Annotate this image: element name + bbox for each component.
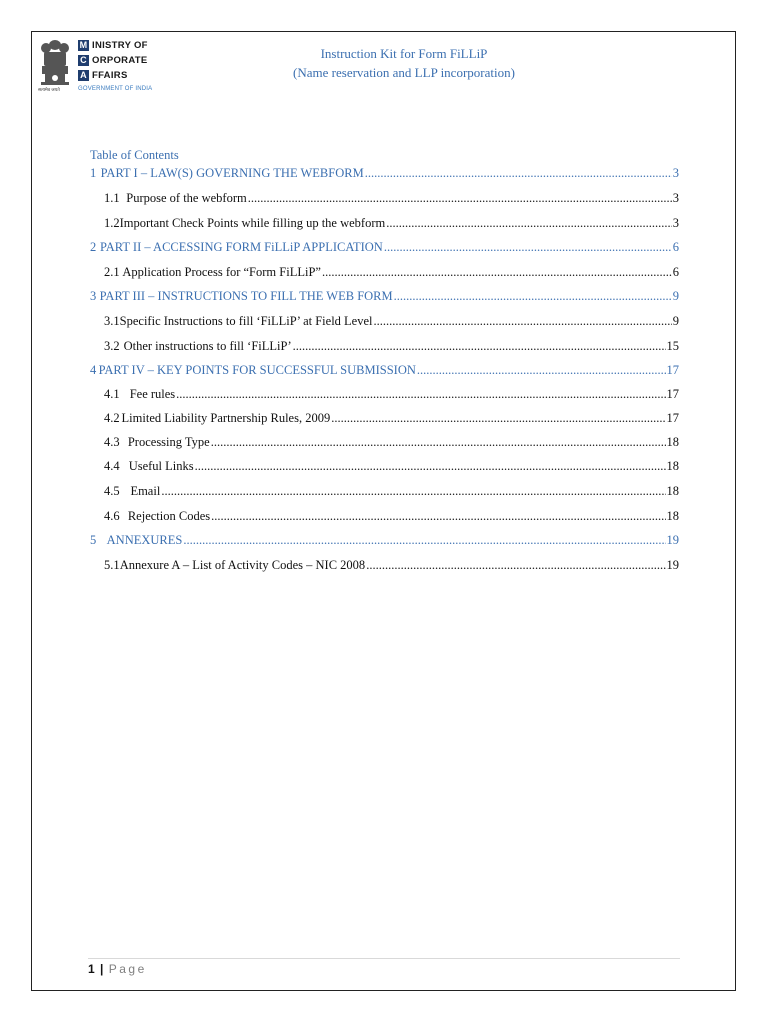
toc-dot-leader	[365, 165, 672, 181]
emblem-caption: सत्यमेव जयते	[38, 87, 60, 92]
toc-heading: Table of Contents	[90, 148, 179, 162]
toc-entry-page: 6	[672, 265, 679, 279]
toc-dot-leader	[195, 458, 666, 474]
page-label: Page	[108, 962, 147, 976]
footer-divider	[88, 958, 680, 959]
toc-entry-title: Useful Links	[128, 459, 194, 473]
toc-entry-page: 19	[666, 533, 679, 547]
toc-entry[interactable]	[104, 386, 679, 402]
toc-dot-leader	[183, 532, 665, 548]
footer-separator: |	[100, 962, 104, 976]
toc-entry-number: 3.2	[104, 339, 120, 353]
toc-entry-number: 2	[90, 240, 97, 254]
toc-entry[interactable]	[104, 458, 679, 474]
toc-dot-leader	[366, 557, 665, 573]
toc-dot-leader	[417, 362, 666, 378]
page-footer	[88, 962, 147, 976]
toc-entry-page: 18	[666, 484, 679, 498]
toc-entry-number: 4.4	[104, 459, 120, 473]
logo-line-affairs	[78, 68, 148, 83]
toc-entry-number: 1.2	[104, 216, 120, 230]
toc-dot-leader	[384, 239, 672, 255]
toc-entry[interactable]	[90, 362, 679, 378]
government-of-india-label: GOVERNMENT OF INDIA	[78, 86, 153, 92]
toc-entry-title: Important Check Points while filling up the webform	[119, 216, 386, 230]
toc-entry-title: Limited Liability Partnership Rules, 2009	[121, 411, 331, 425]
toc-entry-page: 18	[666, 459, 679, 473]
toc-entry[interactable]	[104, 190, 679, 206]
toc-dot-leader	[374, 313, 672, 329]
toc-entry-number: 3	[90, 289, 97, 303]
toc-entry-title: PART I – LAW(S) GOVERNING THE WEBFORM	[100, 166, 364, 180]
toc-entry-page: 18	[666, 509, 679, 523]
toc-entry-title: Application Process for “Form FiLLiP”	[122, 265, 321, 279]
toc-entry-title: PART II – ACCESSING FORM FiLLiP APPLICATION	[99, 240, 383, 254]
toc-dot-leader	[386, 215, 672, 231]
toc-entry-title: Fee rules	[129, 387, 176, 401]
toc-entry[interactable]	[104, 434, 679, 450]
toc-dot-leader	[293, 338, 666, 354]
toc-entry-page: 17	[666, 387, 679, 401]
logo-line-ministry	[78, 38, 148, 53]
toc-entry-page: 15	[666, 339, 679, 353]
toc-entry[interactable]	[90, 532, 679, 548]
toc-entry-page: 19	[666, 558, 679, 572]
toc-entry-page: 3	[672, 216, 679, 230]
toc-entry-title: Processing Type	[127, 435, 210, 449]
toc-dot-leader	[211, 508, 665, 524]
toc-entry[interactable]	[104, 410, 679, 426]
toc-entry-number: 2.1	[104, 265, 120, 279]
logo-line-text: ORPORATE	[92, 55, 148, 66]
toc-dot-leader	[248, 190, 672, 206]
toc-entry-page: 18	[666, 435, 679, 449]
toc-entry-title: PART III – INSTRUCTIONS TO FILL THE WEB FORM	[99, 289, 393, 303]
toc-entry-number: 4.3	[104, 435, 120, 449]
toc-dot-leader	[176, 386, 665, 402]
toc-entry[interactable]	[90, 165, 679, 181]
national-emblem-icon	[38, 36, 72, 92]
toc-entry-page: 17	[666, 411, 679, 425]
logo-line-corporate	[78, 53, 148, 68]
toc-entry-page: 3	[672, 191, 679, 205]
logo-letter-box: C	[78, 55, 89, 66]
logo-line-text: FFAIRS	[92, 70, 128, 81]
toc-dot-leader	[322, 264, 672, 280]
toc-entry-title: Email	[130, 484, 161, 498]
logo-text	[78, 38, 148, 83]
logo-letter-box: M	[79, 40, 88, 50]
toc-entry[interactable]	[104, 264, 679, 280]
toc-entry-number: 5	[90, 533, 97, 547]
toc-entry-page: 3	[672, 166, 679, 180]
toc-entry-number: 1.1	[104, 191, 120, 205]
toc-entry[interactable]	[104, 557, 679, 573]
toc-entry-title: Other instructions to fill ‘FiLLiP’	[123, 339, 292, 353]
toc-entry[interactable]	[104, 215, 679, 231]
toc-entry-number: 4.2	[104, 411, 120, 425]
header-title-line-1: Instruction Kit for Form FiLLiP	[320, 46, 488, 61]
toc-dot-leader	[161, 483, 665, 499]
toc-entry-number: 3.1	[104, 314, 120, 328]
toc-entry[interactable]	[104, 313, 679, 329]
logo-line-text: INISTRY OF	[92, 40, 148, 51]
mca-logo	[38, 36, 178, 96]
toc-entry-title: Purpose of the webform	[126, 191, 247, 205]
toc-entry[interactable]	[104, 338, 679, 354]
toc-entry-title: ANNEXURES	[106, 533, 183, 547]
toc-dot-leader	[394, 288, 672, 304]
toc-entry-page: 6	[672, 240, 679, 254]
toc-entry-number: 4	[90, 363, 97, 377]
logo-letter-box: A	[78, 70, 89, 81]
toc-entry-number: 5.1	[104, 558, 120, 572]
toc-entry-number: 4.6	[104, 509, 120, 523]
toc-entry-page: 9	[672, 289, 679, 303]
toc-entry[interactable]	[90, 239, 679, 255]
toc-dot-leader	[331, 410, 665, 426]
page-number: 1	[88, 962, 95, 976]
toc-entry-page: 17	[666, 363, 679, 377]
toc-entry[interactable]	[104, 483, 679, 499]
toc-entry-number: 4.5	[104, 484, 120, 498]
header-title-line-2: (Name reservation and LLP incorporation)	[293, 65, 515, 80]
toc-entry-title: PART IV – KEY POINTS FOR SUCCESSFUL SUBMISSION	[98, 363, 416, 377]
toc-entry-title: Specific Instructions to fill ‘FiLLiP’ at Field Level	[119, 314, 373, 328]
toc-entry-number: 4.1	[104, 387, 120, 401]
toc-entry-number: 1	[90, 166, 97, 180]
toc-entry-title: Rejection Codes	[127, 509, 211, 523]
toc-entry[interactable]	[104, 508, 679, 524]
toc-dot-leader	[211, 434, 666, 450]
toc-entry-title: Annexure A – List of Activity Codes – NIC 2008	[119, 558, 366, 572]
toc-entry-page: 9	[672, 314, 679, 328]
toc-entry[interactable]	[90, 288, 679, 304]
